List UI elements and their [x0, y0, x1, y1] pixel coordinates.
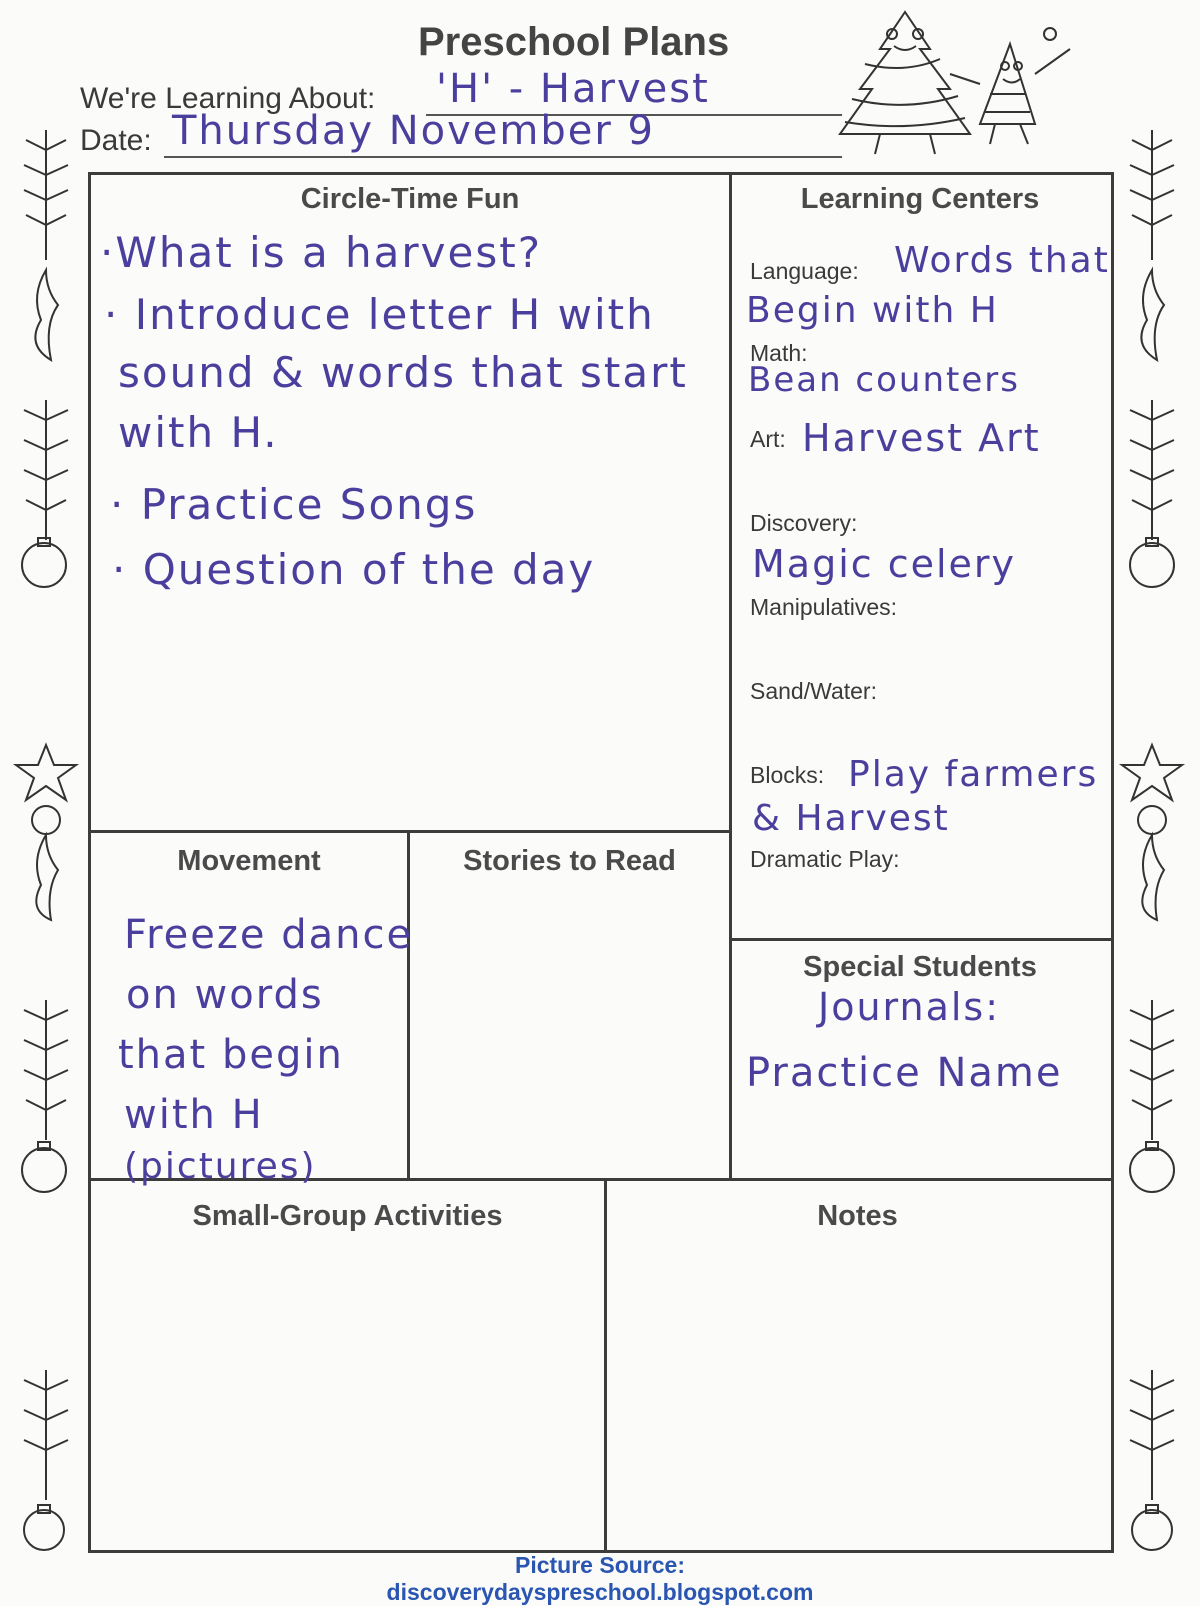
- date-label: Date:: [80, 124, 152, 157]
- movement-line: that begin: [118, 1032, 344, 1078]
- circle-time-line: · Question of the day: [112, 545, 596, 594]
- movement-line: with H: [124, 1092, 264, 1138]
- language-value: Words that: [894, 240, 1110, 281]
- grid-divider-notes: [604, 1178, 607, 1550]
- art-label: Art:: [750, 426, 786, 452]
- sand-water-label: Sand/Water:: [750, 678, 877, 704]
- manipulatives-label: Manipulatives:: [750, 594, 898, 620]
- blocks-value: Play farmers: [848, 754, 1099, 795]
- grid-divider-centers-bottom: [729, 938, 1111, 941]
- picture-source-caption: Picture Source: discoverydayspreschool.blogspot.com: [386, 1552, 814, 1605]
- movement-heading: Movement: [177, 845, 321, 877]
- circle-time-line: sound & words that start: [118, 348, 688, 397]
- date-line: [164, 156, 842, 158]
- stories-heading: Stories to Read: [463, 845, 676, 877]
- circle-time-line: · Practice Songs: [110, 480, 478, 529]
- math-label: Math:: [750, 340, 808, 366]
- grid-divider-movement: [407, 830, 410, 1180]
- learning-centers-heading: Learning Centers: [800, 183, 1040, 215]
- discovery-label: Discovery:: [750, 510, 858, 536]
- special-students-heading: Special Students: [803, 951, 1037, 983]
- notes-heading: Notes: [817, 1200, 898, 1232]
- movement-line: on words: [126, 972, 324, 1018]
- dramatic-play-label: Dramatic Play:: [750, 846, 900, 872]
- small-group-heading: Small-Group Activities: [192, 1200, 503, 1232]
- art-value: Harvest Art: [802, 416, 1041, 460]
- circle-time-line: ·What is a harvest?: [100, 228, 543, 277]
- grid-divider-centers: [729, 172, 732, 1180]
- movement-line: Freeze dance: [124, 912, 414, 958]
- movement-line: (pictures): [124, 1146, 317, 1187]
- math-value: Bean counters: [748, 360, 1020, 400]
- blocks-value: & Harvest: [752, 798, 950, 839]
- learning-about-label: We're Learning About:: [80, 82, 376, 115]
- discovery-value: Magic celery: [752, 542, 1017, 586]
- circle-time-heading: Circle-Time Fun: [300, 183, 520, 215]
- page-title: Preschool Plans: [418, 20, 730, 64]
- right-garland-decoration: [1112, 120, 1192, 1570]
- christmas-trees-illustration: [820, 4, 1110, 164]
- circle-time-line: with H.: [118, 408, 279, 457]
- special-students-value: Journals:: [818, 985, 1001, 1029]
- language-label: Language:: [750, 258, 859, 284]
- language-value: Begin with H: [746, 290, 999, 331]
- date-value: Thursday November 9: [172, 108, 655, 154]
- blocks-label: Blocks:: [750, 762, 825, 788]
- learning-about-value: 'H' - Harvest: [436, 66, 710, 112]
- circle-time-line: · Introduce letter H with: [104, 290, 655, 339]
- left-garland-decoration: [6, 120, 86, 1570]
- special-students-value: Practice Name: [746, 1050, 1063, 1096]
